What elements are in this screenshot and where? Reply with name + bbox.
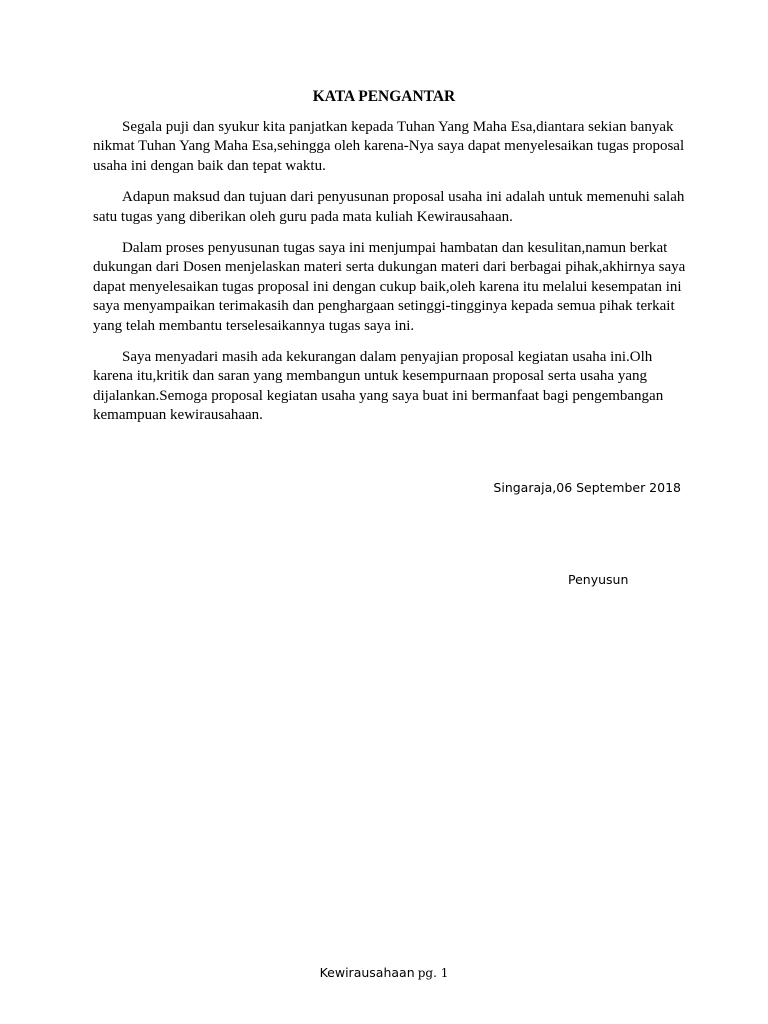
author-label: Penyusun bbox=[568, 572, 629, 587]
paragraph-4: Saya menyadari masih ada kekurangan dalam penyajian proposal kegiatan usaha ini.Olh karena itu,kritik dan saran yang membangun untuk kesempurnaan proposal serta usaha yang dijalankan.Semoga proposal kegiatan usaha yang saya buat ini bermanfaat bagi pengembangan kemampuan kewirausahaan. bbox=[93, 349, 664, 424]
paragraph-1: Segala puji dan syukur kita panjatkan kepada Tuhan Yang Maha Esa,diantara sekian banyak nikmat Tuhan Yang Maha Esa,sehingga oleh karena-Nya saya dapat menyelesaikan tugas proposal usaha ini dengan baik dan tepat waktu. bbox=[93, 119, 685, 174]
page-footer bbox=[0, 965, 768, 981]
footer-label: Kewirausahaan bbox=[319, 965, 415, 980]
footer-page-number: pg. 1 bbox=[417, 966, 449, 980]
paragraph-3: Dalam proses penyusunan tugas saya ini menjumpai hambatan dan kesulitan,namun berkat dukungan dari Dosen menjelaskan materi serta dukungan materi dari berbagai pihak,akhirnya saya dapat menyelesaikan tugas proposal ini dengan cukup baik,oleh karena itu melalui kesempatan ini saya menyampaikan terimakasih dan penghargaan setinggi-tingginya kepada semua pihak terkait yang telah membantu terselesaikannya tugas saya ini. bbox=[93, 240, 686, 334]
document-body bbox=[93, 118, 693, 438]
paragraph-2: Adapun maksud dan tujuan dari penyusunan proposal usaha ini adalah untuk memenuhi salah satu tugas yang diberikan oleh guru pada mata kuliah Kewirausahaan. bbox=[93, 189, 685, 225]
document-title: KATA PENGANTAR bbox=[312, 88, 456, 105]
place-date: Singaraja,06 September 2018 bbox=[493, 480, 681, 495]
